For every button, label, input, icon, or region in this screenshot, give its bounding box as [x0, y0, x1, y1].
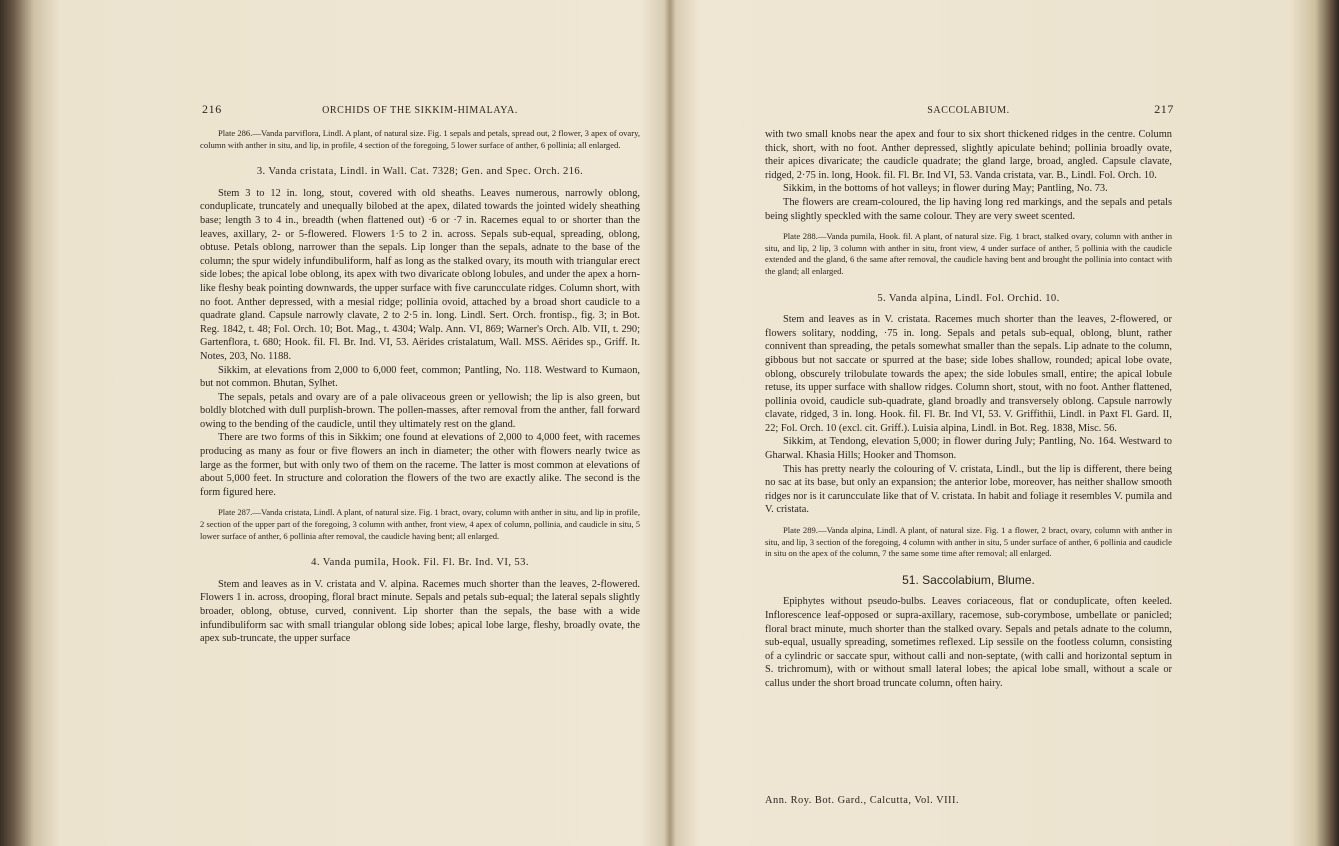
plate-287-caption: Plate 287.—Vanda cristata, Lindl. A plant, of natural size. Fig. 1 bract, ovary, column with anther in situ, and lip in profile, 2 section of the upper part of the foregoing, 3 column with anther, front view, 4 apex of column, pollinia, and caudicle in situ, 5 lower surface of anther, 6 pollinia after removal, the caudicle having bent; all enlarged. [200, 507, 640, 541]
section-5-notes: This has pretty nearly the colouring of V. cristata, Lindl., but the lip is different, there being no sac at its base, but only an expansion; the anterior lobe, moreover, has neither shallow smooth ridges nor is it caruncculate like that of V. cristata. In habit and foliage it resembles V. pumila and V. cristata. [765, 463, 1172, 516]
right-page-number: 217 [1154, 102, 1174, 116]
plate-288-caption: Plate 288.—Vanda pumila, Hook. fil. A plant, of natural size. Fig. 1 bract, stalked ovary, column with anther in situ, and lip, 2 lip, 3 column with anther in situ, front view, 4 under surface of anther, 5 pollinia with the caudicle extended and the gland, 6 the same after removal, the caudicle having bent and brought the pollinia into contact with the gland; all enlarged. [765, 231, 1172, 276]
left-page-body [200, 128, 640, 646]
section-4-heading: 4. Vanda pumila, Hook. Fil. Fl. Br. Ind. VI, 53. [311, 557, 529, 569]
right-page-body [765, 128, 1172, 691]
plate-286-caption: Plate 286.—Vanda parviflora, Lindl. A plant, of natural size. Fig. 1 sepals and petals, spread out, 2 flower, 3 apex of ovary, column with anther in situ, and lip, in profile, 4 section of the foregoing, 5 lower surface of anther, 6 pollinia; all enlarged. [200, 128, 640, 150]
page-footer: Ann. Roy. Bot. Gard., Calcutta, Vol. VIII. [765, 795, 960, 806]
left-page [200, 0, 640, 846]
left-page-number: 216 [202, 102, 222, 116]
right-page [765, 0, 1172, 846]
plate-289-caption: Plate 289.—Vanda alpina, Lindl. A plant, of natural size. Fig. 1 a flower, 2 bract, ovary, column with anther in situ, and lip, 3 section of the foregoing, 4 column with anther in situ, 5 under surface of anther, 6 pollinia and caudicle in situ on the apex of the column, 7 the same some time after removal; all enlarged. [765, 525, 1172, 559]
section-3-notes: The sepals, petals and ovary are of a pale olivaceous green or yellowish; the lip is also green, but boldly blotched with dull purplish-brown. The pollen-masses, after removal from the anther, fall forward owing to the bending of the caudicle, until they ultimately rest on the gland. [200, 391, 640, 430]
section-3-heading: 3. Vanda cristata, Lindl. in Wall. Cat. 7328; Gen. and Spec. Orch. 216. [256, 166, 584, 178]
section-4-description: Stem and leaves as in V. cristata and V. alpina. Racemes much shorter than the leaves, 2-flowered. Flowers 1 in. across, drooping, floral bract minute. Sepals and petals sub-equal; the lateral sepals slightly broader, oblong, obtuse, curved, connivent. Lip shorter than the sepals, the base with a wide infundibuliform sac with small triangular oblong side lobes; apical lobe large, fleshy, broadly ovate, the apex sub-truncate, the upper surface [200, 578, 640, 645]
genus-heading: 51. Saccolabium, Blume. [902, 572, 1035, 587]
left-running-head [200, 104, 640, 122]
section-4-notes: The flowers are cream-coloured, the lip having long red markings, and the sepals and petals being slightly speckled with the same colour. They are very sweet scented. [765, 196, 1172, 222]
section-5-distribution: Sikkim, at Tendong, elevation 5,000; in flower during July; Pantling, No. 164. Westward to Gharwal. Khasia Hills; Hooker and Thomson. [765, 436, 1172, 462]
section-3-forms: There are two forms of this in Sikkim; one found at elevations of 2,000 to 4,000 feet, with racemes producing as many as four or five flowers an inch in diameter; the other with flowers nearly twice as large as the former, but with only two of them on the raceme. The latter is most common at elevations of about 5,000 feet. In structure and coloration the flowers of the two are exactly alike. The second is the form figured here. [200, 432, 640, 498]
right-header-title: SACCOLABIUM. [927, 105, 1010, 116]
genus-description: Epiphytes without pseudo-bulbs. Leaves coriaceous, flat or conduplicate, often keeled. Inflorescence leaf-opposed or supra-axillary, racemose, sub-corymbose, umbellate or panicled; floral bract minute, much shorter than the stalked ovary. Sepals and petals adnate to the column, sub-equal, usually spreading, sometimes reflexed. Lip sessile on the footless column, consisting of a cylindric or saccate spur, without calli and non-septate, (with calli and horizontal septum in S. trichromum), with or without small lateral lobes; the apical lobe small, without a scale or callus under the short broad truncate column, often hairy. [765, 596, 1172, 689]
section-3-description: Stem 3 to 12 in. long, stout, covered with old sheaths. Leaves numerous, narrowly oblong, conduplicate, truncately and unequally bilobed at the apex, dilated towards the jointed widely sheathing base; length 3 to 4 in., breadth (when flattened out) ·6 or ·7 in. Racemes equal to or shorter than the leaves, axillary, 2- or 5-flowered. Flowers 1·5 to 2 in. across. Sepals sub-equal, spreading, oblong, obtuse. Petals oblong, narrower than the sepals. Lip longer than the sepals, adnate to the base of the column; the spur widely infundibuliform, half as long as the stalked ovary, its mouth with triangular erect side lobes; the apical lobe oblong, its apex with two divaricate oblong lobules, and under the apex a horn-like fleshy beak pointing downwards, the upper surface with five caruncculate ridges. Column short, with no foot. Anther depressed, with a mesial ridge; pollinia ovoid, attached by a broad short caudicle to a quadrate gland. Capsule narrowly clavate, 2 to 2·5 in. long. Lindl. Sert. Orch. frontisp., fig. 3; in Bot. Reg. 1842, t. 48; Fol. Orch. 10; Bot. Mag., t. 4304; Walp. Ann. VI, 869; Warner's Orch. Alb. VII, t. 290; Gartenflora, t. 680; Hook. fil. Fl. Br. Ind. VI, 53. Aërides cristalatum, Wall. MSS. Aërides sp., Griff. It. Notes, 203, No. 1188. [200, 187, 640, 362]
section-4-distribution: Sikkim, in the bottoms of hot valleys; in flower during May; Pantling, No. 73. [783, 183, 1108, 195]
section-3-distribution: Sikkim, at elevations from 2,000 to 6,000 feet, common; Pantling, No. 118. Westward to Kumaon, but not common. Bhutan, Sylhet. [200, 364, 640, 390]
left-header-title: ORCHIDS OF THE SIKKIM-HIMALAYA. [322, 105, 518, 116]
section-5-heading: 5. Vanda alpina, Lindl. Fol. Orchid. 10. [877, 292, 1060, 304]
right-running-head [765, 104, 1172, 122]
section-4-continued: with two small knobs near the apex and four to six short thickened ridges in the centre. Column thick, short, with no foot. Anther depressed, slightly apiculate behind; pollinia broadly ovate, their apices divaricate; the caudicle quadrate; the gland large, broad, angled. Capsule clavate, ridged, 2·75 in. long, Hook. fil. Fl. Br. Ind VI, 53. Vanda cristata, var. B., Lindl. Fol. Orch. 10. [765, 129, 1172, 181]
section-5-description: Stem and leaves as in V. cristata. Racemes much shorter than the leaves, 2-flowered, or flowers solitary, nodding, ·75 in. long. Sepals and petals sub-equal, oblong, blunt, rather connivent than spreading, the petals somewhat smaller than the sepals. Lip adnate to the column, gibbous but not saccate or spurred at the base; side lobes shallow, rounded; apical lobe ovate, oblong, obscurely trilobulate towards the apex; the side lobules small, entire; the apical lobule retuse, its upper surface with shallow ridges. Column short, stout, with no foot. Anther flattened, pollinia ovoid, caudicle sub-quadrate, gland broadly and transversely oblong. Capsule narrowly clavate, ridged, 3 in. long. Hook. fil. Fl. Br. Ind VI, 53. V. Griffithii, Lindl. in Paxt Fl. Gard. II, 22; Fol. Orch. 10 (excl. cit. Griff.). Luisia alpina, Lindl. in Bot. Reg. 1838, Misc. 56. [765, 314, 1172, 434]
